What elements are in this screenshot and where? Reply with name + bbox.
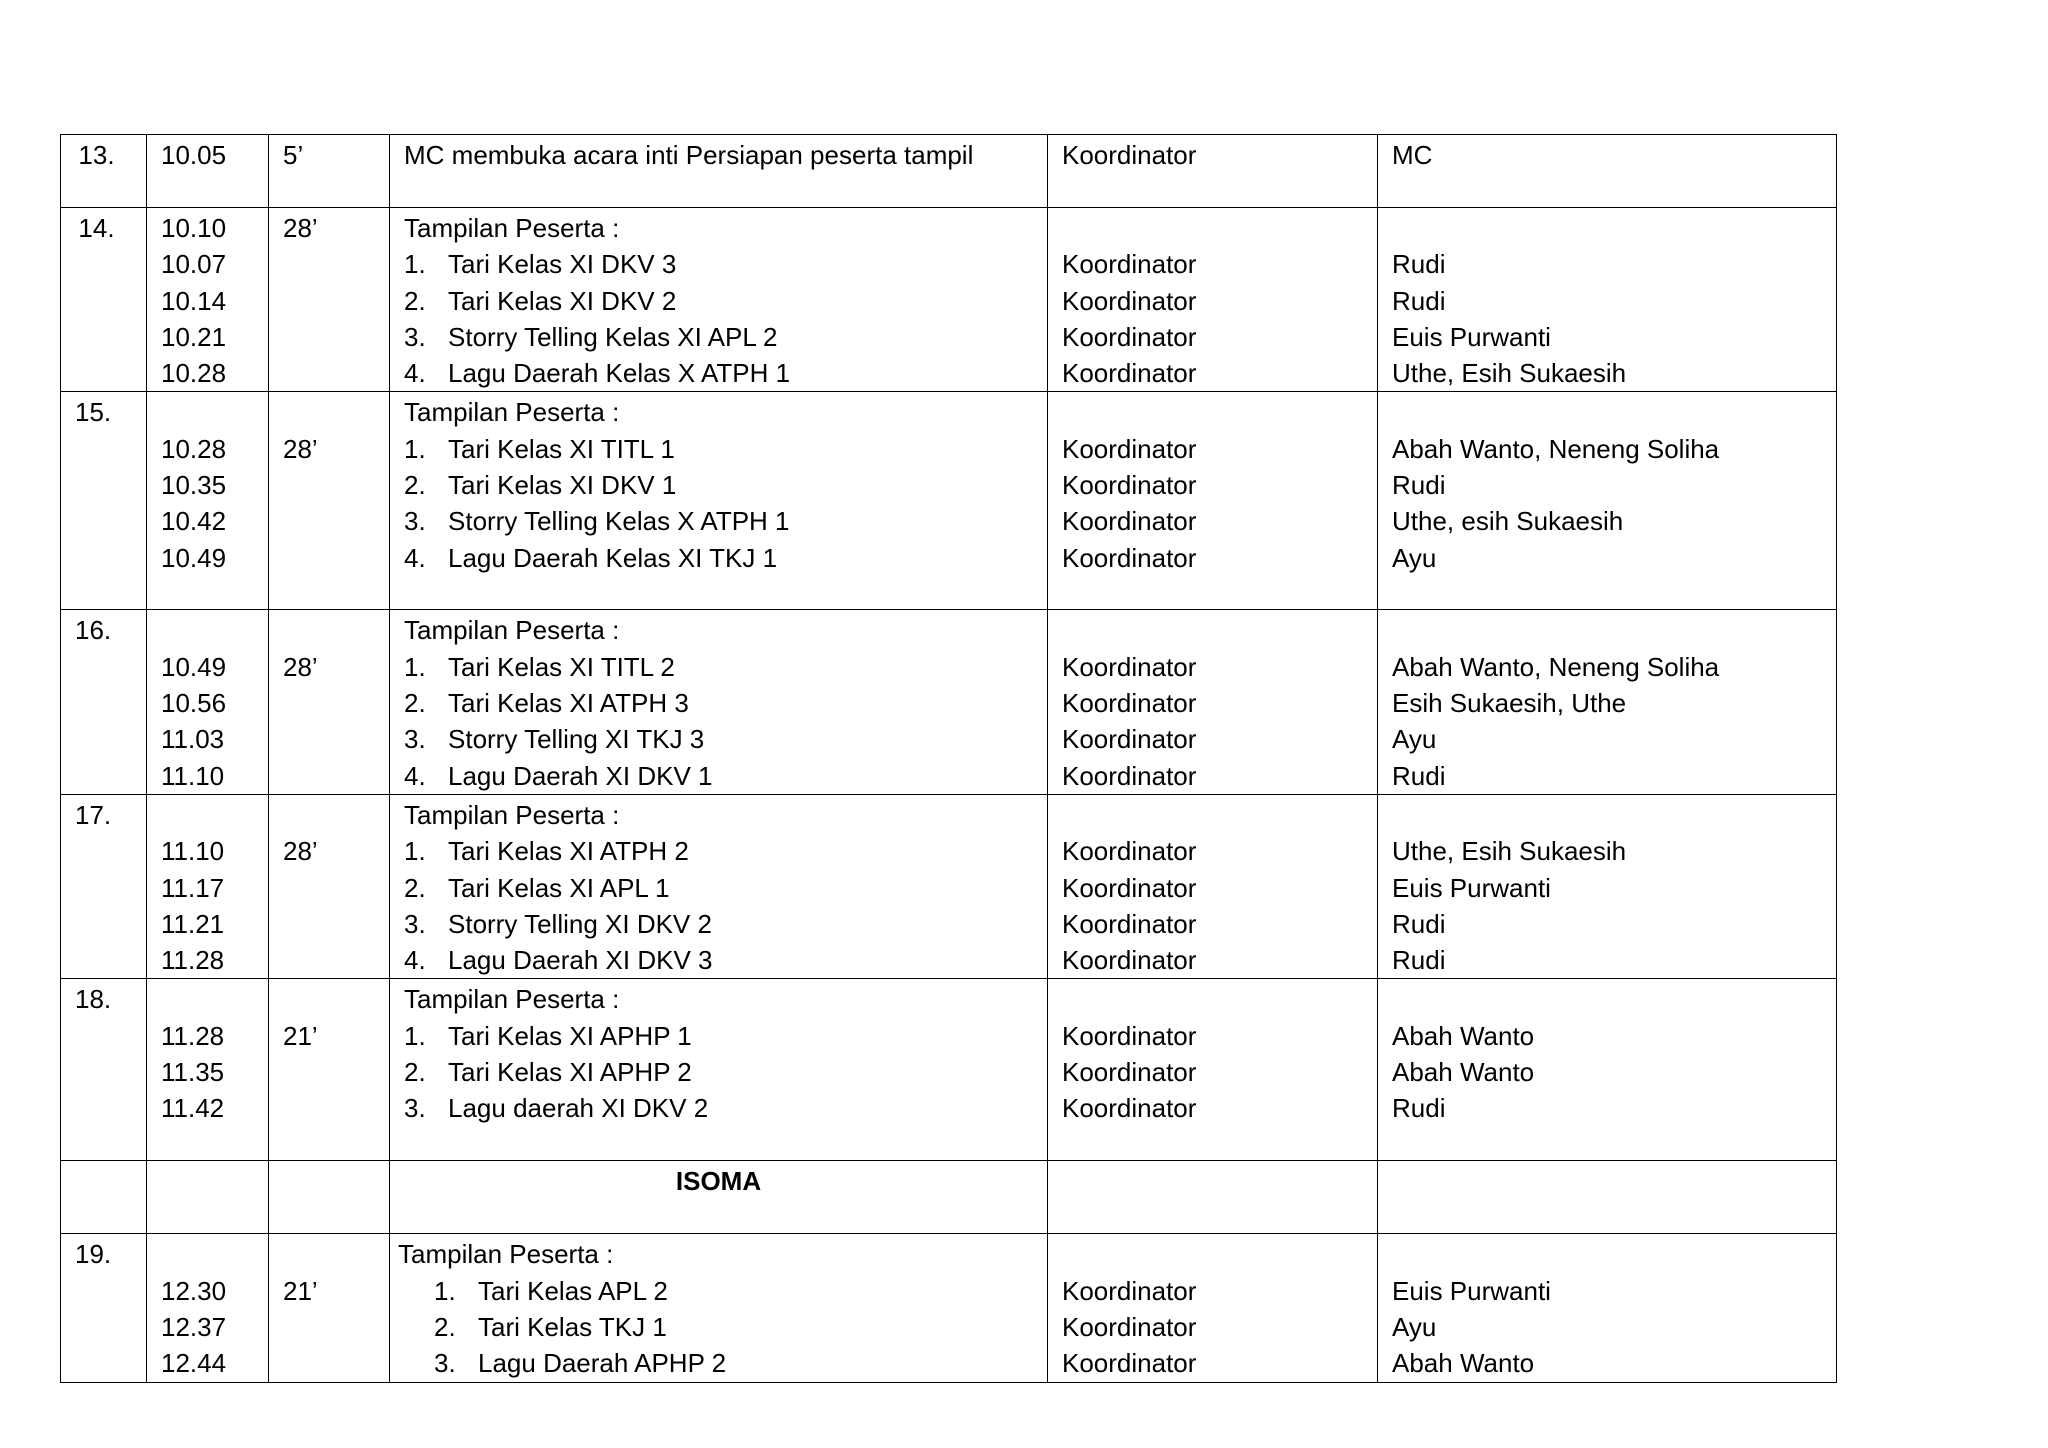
time: 11.03 bbox=[161, 724, 225, 755]
pj: Abah Wanto bbox=[1392, 1348, 1535, 1379]
list-item: 2. Tari Kelas TKJ 1 bbox=[434, 1312, 667, 1343]
duration: 5’ bbox=[283, 140, 304, 170]
item-label: Tari Kelas XI DKV 1 bbox=[448, 470, 677, 501]
duration-cell bbox=[269, 1161, 390, 1234]
time: 11.42 bbox=[161, 1093, 225, 1124]
table-row bbox=[61, 135, 1837, 208]
item-label: Tari Kelas XI APHP 2 bbox=[448, 1057, 692, 1088]
activity-cell bbox=[390, 1234, 1048, 1382]
list-item: 4. Lagu Daerah XI DKV 1 bbox=[404, 760, 713, 791]
duration-cell bbox=[269, 794, 390, 978]
table-row bbox=[61, 1234, 1837, 1382]
item-label: Lagu Daerah XI DKV 3 bbox=[448, 945, 713, 976]
list-item: 3. Storry Telling XI TKJ 3 bbox=[404, 724, 705, 755]
pj: Ayu bbox=[1392, 724, 1437, 755]
time: 11.35 bbox=[161, 1057, 225, 1088]
item-label: Tari Kelas TKJ 1 bbox=[478, 1312, 667, 1343]
time: 10.56 bbox=[161, 688, 227, 719]
isoma-label: ISOMA bbox=[390, 1161, 1048, 1234]
time: 10.10 bbox=[161, 213, 227, 243]
item-label: Tari Kelas XI DKV 2 bbox=[448, 285, 677, 316]
pic: Koordinator bbox=[1062, 836, 1197, 867]
pic: Koordinator bbox=[1062, 358, 1197, 389]
pic: Koordinator bbox=[1062, 1312, 1197, 1343]
activity-header: Tampilan Peserta : bbox=[404, 397, 620, 428]
time: 10.14 bbox=[161, 285, 227, 316]
time: 10.21 bbox=[161, 321, 227, 352]
time-cell bbox=[147, 1234, 269, 1382]
item-label: Lagu Daerah APHP 2 bbox=[478, 1348, 727, 1379]
time-cell bbox=[147, 392, 269, 610]
item-label: Tari Kelas XI DKV 3 bbox=[448, 249, 677, 280]
pj: Uthe, Esih Sukaesih bbox=[1392, 836, 1627, 867]
time: 11.17 bbox=[161, 872, 225, 903]
list-item: 3. Storry Telling Kelas X ATPH 1 bbox=[404, 506, 790, 537]
pic: Koordinator bbox=[1062, 470, 1197, 501]
pj: Abah Wanto bbox=[1392, 1057, 1535, 1088]
item-label: Tari Kelas XI TITL 1 bbox=[448, 433, 675, 464]
duration-cell bbox=[269, 979, 390, 1161]
pj: Rudi bbox=[1392, 249, 1446, 280]
time: 10.49 bbox=[161, 542, 227, 573]
table-row bbox=[61, 208, 1837, 392]
duration: 28’ bbox=[283, 433, 318, 464]
pj-cell bbox=[1378, 610, 1837, 794]
pj: Ayu bbox=[1392, 1312, 1437, 1343]
list-item: 3. Lagu daerah XI DKV 2 bbox=[404, 1093, 709, 1124]
pic: Koordinator bbox=[1062, 140, 1197, 170]
pic: Koordinator bbox=[1062, 1093, 1197, 1124]
list-item: 2. Tari Kelas XI DKV 2 bbox=[404, 285, 677, 316]
activity-cell bbox=[390, 208, 1048, 392]
pj: Abah Wanto, Neneng Soliha bbox=[1392, 651, 1720, 682]
time: 11.10 bbox=[161, 760, 225, 791]
list-item: 2. Tari Kelas XI APHP 2 bbox=[404, 1057, 692, 1088]
pic: Koordinator bbox=[1062, 724, 1197, 755]
list-item: 4. Lagu Daerah Kelas X ATPH 1 bbox=[404, 358, 791, 389]
pic-cell bbox=[1048, 610, 1378, 794]
item-label: Storry Telling XI TKJ 3 bbox=[448, 724, 705, 755]
item-label: Lagu daerah XI DKV 2 bbox=[448, 1093, 709, 1124]
pic: Koordinator bbox=[1062, 688, 1197, 719]
pic: Koordinator bbox=[1062, 760, 1197, 791]
pj: Uthe, esih Sukaesih bbox=[1392, 506, 1624, 537]
time: 10.49 bbox=[161, 651, 227, 682]
item-label: Tari Kelas XI TITL 2 bbox=[448, 651, 675, 682]
list-item: 3. Lagu Daerah APHP 2 bbox=[434, 1348, 727, 1379]
pj: Abah Wanto, Neneng Soliha bbox=[1392, 433, 1720, 464]
list-item: 2. Tari Kelas XI ATPH 3 bbox=[404, 688, 689, 719]
pj: Ayu bbox=[1392, 542, 1437, 573]
time: 10.28 bbox=[161, 358, 227, 389]
pic: Koordinator bbox=[1062, 1020, 1197, 1051]
list-item: 1. Tari Kelas XI TITL 1 bbox=[404, 433, 675, 464]
table-row bbox=[61, 979, 1837, 1161]
item-label: Tari Kelas XI APHP 1 bbox=[448, 1020, 692, 1051]
activity-header: Tampilan Peserta : bbox=[404, 984, 620, 1015]
activity-header: Tampilan Peserta : bbox=[404, 799, 620, 830]
row-number: 14. bbox=[61, 208, 147, 392]
pj: MC bbox=[1392, 140, 1433, 170]
pj: Rudi bbox=[1392, 1093, 1446, 1124]
time: 10.07 bbox=[161, 249, 227, 280]
list-item: 4. Lagu Daerah XI DKV 3 bbox=[404, 945, 713, 976]
item-label: Tari Kelas XI ATPH 3 bbox=[448, 688, 689, 719]
pic: Koordinator bbox=[1062, 321, 1197, 352]
duration: 28’ bbox=[283, 213, 318, 243]
pj-cell bbox=[1378, 1234, 1837, 1382]
item-label: Storry Telling XI DKV 2 bbox=[448, 908, 712, 939]
time: 10.05 bbox=[161, 140, 227, 170]
duration-cell bbox=[269, 1234, 390, 1382]
duration: 28’ bbox=[283, 836, 318, 867]
item-label: Tari Kelas XI APL 1 bbox=[448, 872, 670, 903]
list-item: 1. Tari Kelas XI APHP 1 bbox=[404, 1020, 692, 1051]
time: 12.44 bbox=[161, 1348, 227, 1379]
time-cell bbox=[147, 135, 269, 208]
pic-cell bbox=[1048, 392, 1378, 610]
pj: Rudi bbox=[1392, 285, 1446, 316]
list-item: 3. Storry Telling XI DKV 2 bbox=[404, 908, 712, 939]
pj: Rudi bbox=[1392, 470, 1446, 501]
row-number: 13. bbox=[61, 135, 147, 208]
activity-cell bbox=[390, 135, 1048, 208]
duration-cell bbox=[269, 610, 390, 794]
time-cell bbox=[147, 979, 269, 1161]
time: 10.42 bbox=[161, 506, 227, 537]
table-row bbox=[61, 392, 1837, 610]
pic-cell bbox=[1048, 1234, 1378, 1382]
time-cell bbox=[147, 610, 269, 794]
time: 10.35 bbox=[161, 470, 227, 501]
list-item: 2. Tari Kelas XI APL 1 bbox=[404, 872, 670, 903]
pic: Koordinator bbox=[1062, 433, 1197, 464]
pic: Koordinator bbox=[1062, 945, 1197, 976]
item-label: Lagu Daerah Kelas XI TKJ 1 bbox=[448, 542, 778, 573]
duration: 21’ bbox=[283, 1020, 318, 1051]
table-row bbox=[61, 610, 1837, 794]
table-row bbox=[61, 794, 1837, 978]
time: 10.28 bbox=[161, 433, 227, 464]
row-number bbox=[61, 1161, 147, 1234]
list-item: 2. Tari Kelas XI DKV 1 bbox=[404, 470, 677, 501]
duration-cell bbox=[269, 392, 390, 610]
list-item: 1. Tari Kelas XI TITL 2 bbox=[404, 651, 675, 682]
pj: Euis Purwanti bbox=[1392, 872, 1551, 903]
pic: Koordinator bbox=[1062, 908, 1197, 939]
pj: Euis Purwanti bbox=[1392, 321, 1551, 352]
item-label: Tari Kelas XI ATPH 2 bbox=[448, 836, 689, 867]
time: 12.37 bbox=[161, 1312, 227, 1343]
pj-cell bbox=[1378, 135, 1837, 208]
row-number: 17. bbox=[61, 794, 147, 978]
activity-header: Tampilan Peserta : bbox=[404, 615, 620, 646]
pic-cell bbox=[1048, 794, 1378, 978]
activity-cell bbox=[390, 610, 1048, 794]
item-label: Storry Telling Kelas XI APL 2 bbox=[448, 321, 778, 352]
pic: Koordinator bbox=[1062, 872, 1197, 903]
row-number: 19. bbox=[61, 1234, 147, 1382]
activity-header: MC membuka acara inti Persiapan peserta tampil bbox=[404, 140, 974, 170]
pj-cell bbox=[1378, 979, 1837, 1161]
row-number: 18. bbox=[61, 979, 147, 1161]
pic: Koordinator bbox=[1062, 542, 1197, 573]
pj-cell bbox=[1378, 392, 1837, 610]
item-label: Lagu Daerah XI DKV 1 bbox=[448, 760, 713, 791]
pic: Koordinator bbox=[1062, 1057, 1197, 1088]
time-cell bbox=[147, 1161, 269, 1234]
duration-cell bbox=[269, 208, 390, 392]
list-item: 1. Tari Kelas APL 2 bbox=[434, 1275, 668, 1306]
duration: 21’ bbox=[283, 1275, 318, 1306]
pic-cell bbox=[1048, 135, 1378, 208]
activity-cell bbox=[390, 794, 1048, 978]
activity-header: Tampilan Peserta : bbox=[404, 213, 620, 243]
list-item: 1. Tari Kelas XI DKV 3 bbox=[404, 249, 677, 280]
duration-cell bbox=[269, 135, 390, 208]
duration: 28’ bbox=[283, 651, 318, 682]
pj-cell bbox=[1378, 794, 1837, 978]
pic: Koordinator bbox=[1062, 1348, 1197, 1379]
row-number: 16. bbox=[61, 610, 147, 794]
pic: Koordinator bbox=[1062, 1275, 1197, 1306]
pj: Abah Wanto bbox=[1392, 1020, 1535, 1051]
pj: Rudi bbox=[1392, 908, 1446, 939]
item-label: Storry Telling Kelas X ATPH 1 bbox=[448, 506, 790, 537]
time-cell bbox=[147, 794, 269, 978]
pic: Koordinator bbox=[1062, 249, 1197, 280]
list-item: 4. Lagu Daerah Kelas XI TKJ 1 bbox=[404, 542, 778, 573]
schedule-table bbox=[60, 134, 1837, 1383]
activity-header: Tampilan Peserta : bbox=[398, 1239, 614, 1270]
pic: Koordinator bbox=[1062, 506, 1197, 537]
row-number: 15. bbox=[61, 392, 147, 610]
time: 11.28 bbox=[161, 1020, 225, 1051]
pj: Rudi bbox=[1392, 945, 1446, 976]
pj-cell bbox=[1378, 208, 1837, 392]
pic-cell bbox=[1048, 208, 1378, 392]
pic: Koordinator bbox=[1062, 651, 1197, 682]
activity-cell bbox=[390, 392, 1048, 610]
time-cell bbox=[147, 208, 269, 392]
item-label: Lagu Daerah Kelas X ATPH 1 bbox=[448, 358, 791, 389]
activity-cell bbox=[390, 979, 1048, 1161]
item-label: Tari Kelas APL 2 bbox=[478, 1275, 668, 1306]
time: 12.30 bbox=[161, 1275, 227, 1306]
pj: Euis Purwanti bbox=[1392, 1275, 1551, 1306]
pic-cell bbox=[1048, 1161, 1378, 1234]
time: 11.10 bbox=[161, 836, 225, 867]
pic-cell bbox=[1048, 979, 1378, 1161]
list-item: 3. Storry Telling Kelas XI APL 2 bbox=[404, 321, 778, 352]
pj: Esih Sukaesih, Uthe bbox=[1392, 688, 1627, 719]
pj-cell bbox=[1378, 1161, 1837, 1234]
list-item: 1. Tari Kelas XI ATPH 2 bbox=[404, 836, 689, 867]
pic: Koordinator bbox=[1062, 285, 1197, 316]
pj: Uthe, Esih Sukaesih bbox=[1392, 358, 1627, 389]
time: 11.28 bbox=[161, 945, 225, 976]
time: 11.21 bbox=[161, 908, 225, 939]
pj: Rudi bbox=[1392, 760, 1446, 791]
table-row bbox=[61, 1161, 1837, 1234]
